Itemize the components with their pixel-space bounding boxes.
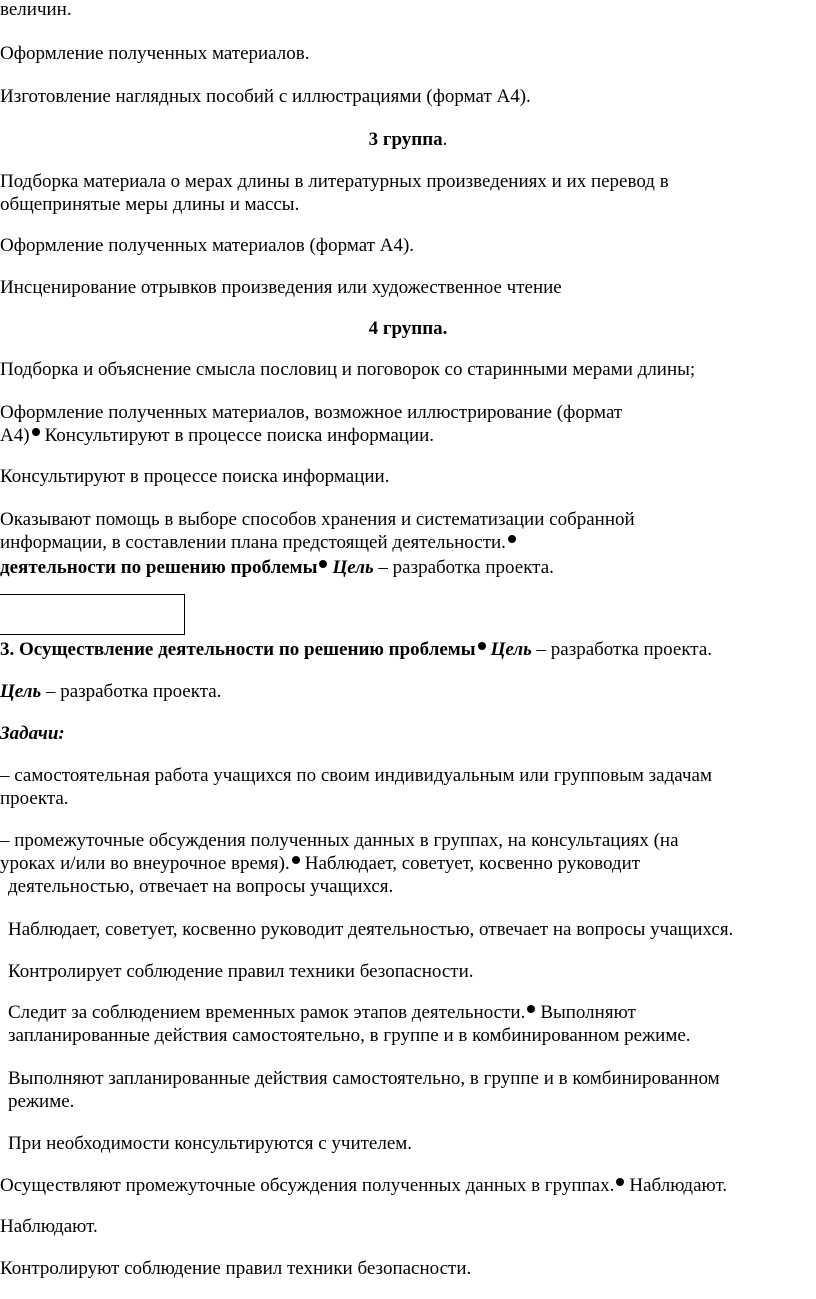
text-line: уроках и/или во внеурочное время). Наблюдает, советует, косвенно руководит bbox=[0, 853, 641, 874]
empty-box bbox=[0, 594, 185, 635]
bullet-icon bbox=[616, 1178, 624, 1186]
bullet-icon bbox=[292, 856, 300, 864]
text-line: Оформление полученных материалов. bbox=[0, 43, 310, 64]
bullet-icon bbox=[32, 428, 40, 436]
text-line: величин. bbox=[0, 0, 72, 20]
text-line: Оформление полученных материалов (формат А4). bbox=[0, 235, 415, 256]
text-line: Консультируют в процессе поиска информации. bbox=[0, 466, 390, 487]
text-line: запланированные действия самостоятельно, в группе и в комбинированном режиме. bbox=[8, 1025, 691, 1046]
text-line: общепринятые меры длины и массы. bbox=[0, 194, 300, 215]
text-line: Цель – разработка проекта. bbox=[0, 681, 222, 702]
text-line: режиме. bbox=[8, 1091, 75, 1112]
group4-heading: 4 группа. bbox=[368, 318, 448, 339]
bullet-icon bbox=[527, 1005, 535, 1013]
text-line: При необходимости консультируются с учителем. bbox=[8, 1133, 413, 1154]
text-line: Наблюдает, советует, косвенно руководит деятельностью, отвечает на вопросы учащихся. bbox=[8, 919, 734, 940]
text-line: Подборка и объяснение смысла пословиц и поговорок со старинными мерами длины; bbox=[0, 359, 696, 380]
text-line: деятельностью, отвечает на вопросы учащихся. bbox=[8, 876, 394, 897]
text-line: Подборка материала о мерах длины в литературных произведениях и их перевод в bbox=[0, 171, 669, 192]
text-line: Осуществляют промежуточные обсуждения полученных данных в группах. Наблюдают. bbox=[0, 1175, 728, 1196]
text-line: Выполняют запланированные действия самостоятельно, в группе и в комбинированном bbox=[8, 1068, 720, 1089]
text-line: Оформление полученных материалов, возможное иллюстрирование (формат bbox=[0, 402, 623, 423]
text-line: Следит за соблюдением временных рамок этапов деятельности. Выполняют bbox=[8, 1002, 636, 1023]
text-line: Контролирует соблюдение правил техники безопасности. bbox=[8, 961, 474, 982]
text-line: А4) Консультируют в процессе поиска информации. bbox=[0, 425, 435, 446]
text-line: Контролируют соблюдение правил техники безопасности. bbox=[0, 1258, 472, 1279]
text-line: – промежуточные обсуждения полученных данных в группах, на консультациях (на bbox=[0, 830, 679, 851]
section-heading: 3. Осуществление деятельности по решению проблемы Цель – разработка проекта. bbox=[0, 639, 713, 660]
text-line: информации, в составлении плана предстоящей деятельности. bbox=[0, 531, 521, 555]
bullet-icon bbox=[508, 535, 516, 543]
bullet-icon bbox=[319, 560, 327, 568]
group3-heading: 3 группа. bbox=[368, 129, 448, 150]
text-line: деятельности по решению проблемы Цель – разработка проекта. bbox=[0, 557, 554, 578]
text-line: – самостоятельная работа учащихся по своим индивидуальным или групповым задачам bbox=[0, 765, 712, 786]
tasks-heading: Задачи: bbox=[0, 723, 65, 744]
bullet-icon bbox=[478, 642, 486, 650]
text-line: Инсценирование отрывков произведения или художественное чтение bbox=[0, 277, 562, 298]
text-line: Оказывают помощь в выборе способов хранения и систематизации собранной bbox=[0, 509, 635, 530]
text-line: Изготовление наглядных пособий с иллюстрациями (формат А4). bbox=[0, 86, 531, 107]
text-line: проекта. bbox=[0, 788, 69, 809]
text-line: Наблюдают. bbox=[0, 1216, 98, 1237]
